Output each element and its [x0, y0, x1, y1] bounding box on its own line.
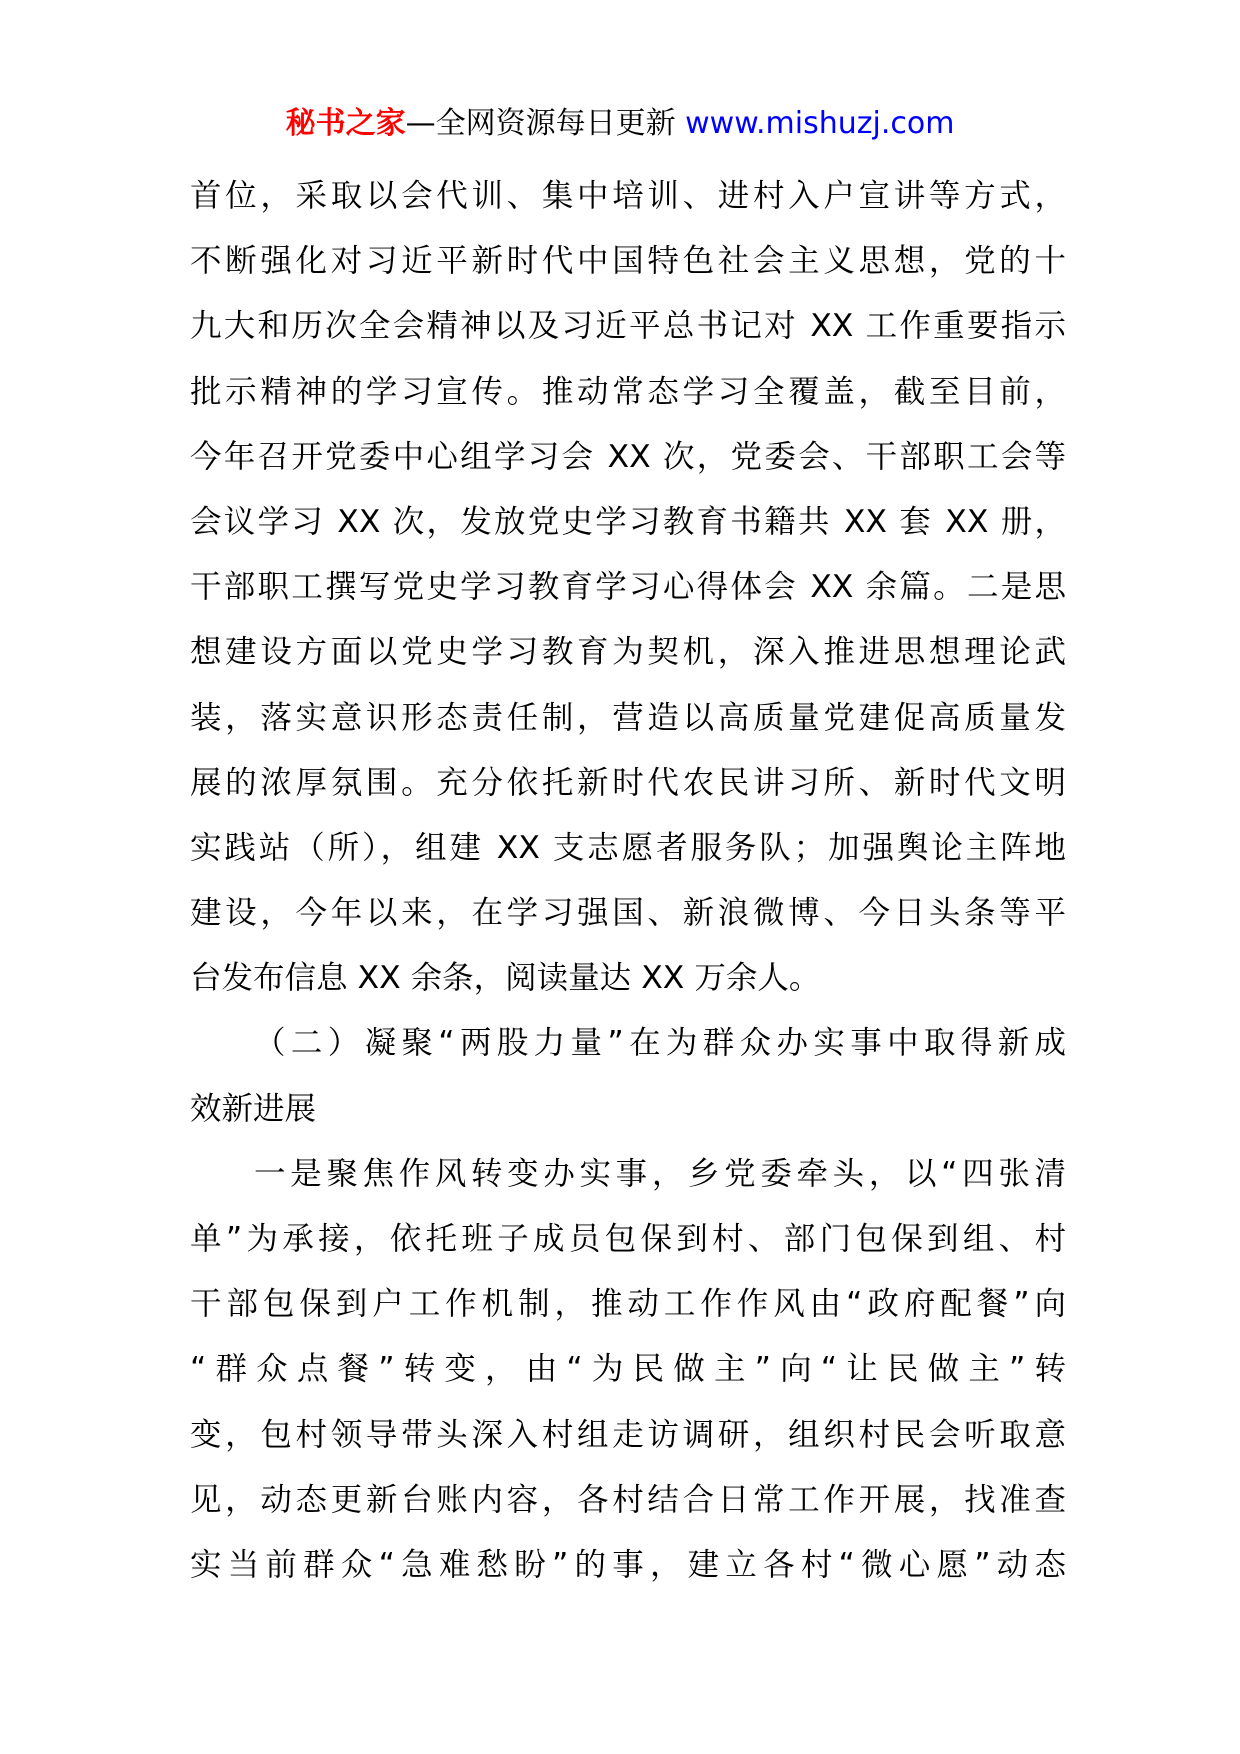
section-heading-end: 效新进展	[190, 1090, 317, 1127]
site-url-link[interactable]: www.mishuzj.com	[685, 106, 955, 141]
document-body	[190, 164, 1066, 1598]
text-line: 会议学习 XX 次，发放党史学习教育书籍共 XX 套 XX 册，	[190, 503, 1066, 540]
text-line: 批示精神的学习宣传。推动常态学习全覆盖，截至目前，	[190, 373, 1066, 410]
text-line: 干部包保到户工作机制，推动工作作风由“政府配餐”向	[190, 1286, 1066, 1323]
text-line: 实践站（所），组建 XX 支志愿者服务队；加强舆论主阵地	[190, 829, 1066, 866]
text-line: 单”为承接，依托班子成员包保到村、部门包保到组、村	[190, 1221, 1066, 1257]
text-line: 今年召开党委中心组学习会 XX 次，党委会、干部职工会等	[190, 438, 1066, 475]
text-line: “群众点餐”转变，由“为民做主”向“让民做主”转	[190, 1351, 1066, 1388]
paragraph-end-line: 台发布信息 XX 余条，阅读量达 XX 万余人。	[190, 960, 821, 997]
text-line: 实当前群众“急难愁盼”的事，建立各村“微心愿”动态	[190, 1546, 1066, 1583]
text-line: 不断强化对习近平新时代中国特色社会主义思想，党的十	[190, 243, 1066, 280]
header-tagline: —全网资源每日更新	[405, 106, 686, 141]
brand-name: 秘书之家	[285, 106, 406, 141]
text-line: 装，落实意识形态责任制，营造以高质量党建促高质量发	[190, 699, 1066, 736]
text-line: 干部职工撰写党史学习教育学习心得体会 XX 余篇。二是思	[190, 569, 1066, 606]
site-header	[0, 104, 1240, 144]
text-line: 展的浓厚氛围。充分依托新时代农民讲习所、新时代文明	[190, 764, 1066, 801]
text-line: 想建设方面以党史学习教育为契机，深入推进思想理论武	[190, 634, 1066, 671]
text-line: 建设，今年以来，在学习强国、新浪微博、今日头条等平	[190, 895, 1066, 932]
section-heading: （二）凝聚“两股力量”在为群众办实事中取得新成	[254, 1025, 1066, 1062]
text-line: 九大和历次全会精神以及习近平总书记对 XX 工作重要指示	[190, 308, 1066, 345]
text-line: 见，动态更新台账内容，各村结合日常工作开展，找准查	[190, 1481, 1066, 1518]
paragraph-start-line: 一是聚焦作风转变办实事，乡党委牵头，以“四张清	[254, 1155, 1066, 1192]
text-line: 首位，采取以会代训、集中培训、进村入户宣讲等方式，	[190, 178, 1066, 214]
text-line: 变，包村领导带头深入村组走访调研，组织村民会听取意	[190, 1416, 1066, 1453]
